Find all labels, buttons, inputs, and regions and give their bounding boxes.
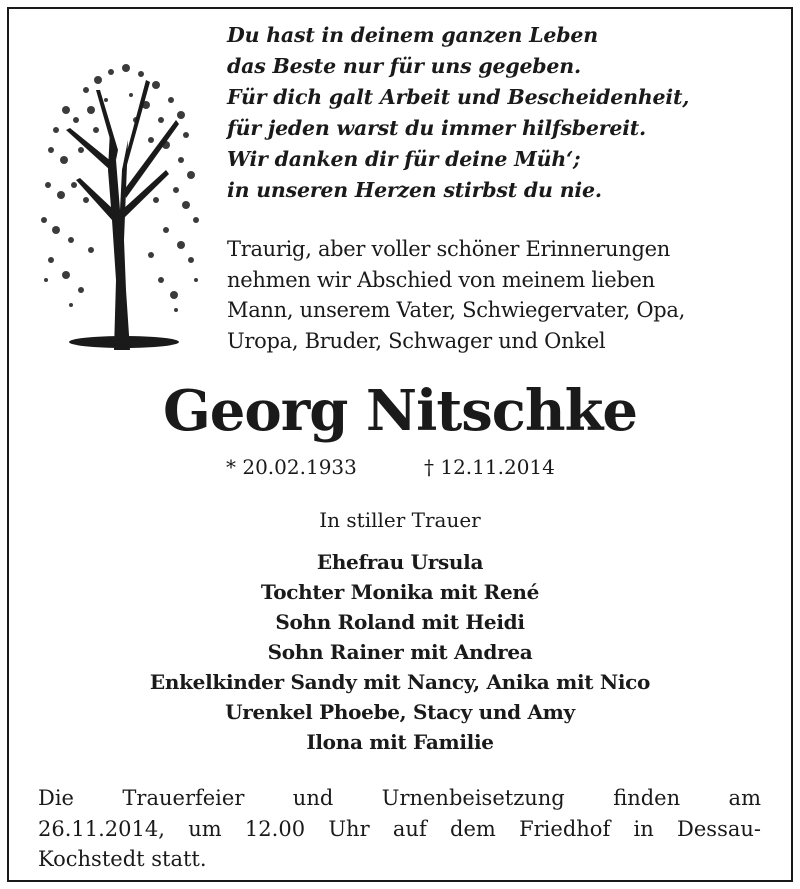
intro-text: [227, 234, 762, 356]
funeral-notice: [38, 783, 761, 875]
birth-date: * 20.02.1933: [226, 455, 357, 479]
family-list: [0, 547, 800, 757]
life-dates: [0, 455, 800, 485]
funeral-notice-line: Kochstedt statt.: [38, 847, 207, 871]
poem-line: Wir danken dir für deine Müh‘;: [227, 147, 581, 171]
deceased-name: Georg Nitschke: [162, 378, 638, 444]
family-member: Sohn Roland mit Heidi: [275, 610, 525, 634]
family-member: Urenkel Phoebe, Stacy und Amy: [225, 700, 575, 724]
intro-line: Uropa, Bruder, Schwager und Onkel: [227, 328, 606, 353]
poem-line: Du hast in deinem ganzen Leben: [227, 23, 598, 47]
family-member: Tochter Monika mit René: [260, 580, 540, 604]
death-date: † 12.11.2014: [424, 455, 555, 479]
poem-line: für jeden warst du immer hilfsbereit.: [227, 116, 646, 140]
mourning-label: In stiller Trauer: [319, 508, 481, 532]
intro-line: Traurig, aber voller schöner Erinnerungen: [227, 237, 670, 261]
family-member: Ehefrau Ursula: [316, 550, 484, 574]
family-member: Sohn Rainer mit Andrea: [267, 640, 533, 664]
funeral-notice-line: 26.11.2014, um 12.00 Uhr auf dem Friedhof in Dessau-: [38, 816, 761, 841]
family-member: Ilona mit Familie: [306, 730, 494, 754]
birch-tree-icon: [36, 50, 206, 350]
intro-line: nehmen wir Abschied von meinem lieben: [227, 267, 655, 292]
family-member: Enkelkinder Sandy mit Nancy, Anika mit Nico: [149, 670, 651, 694]
poem: [227, 20, 787, 206]
poem-line: das Beste nur für uns gegeben.: [227, 54, 581, 78]
intro-line: Mann, unserem Vater, Schwiegervater, Opa,: [227, 298, 686, 322]
poem-line: Für dich galt Arbeit und Bescheidenheit,: [227, 85, 690, 109]
poem-line: in unseren Herzen stirbst du nie.: [227, 178, 602, 202]
funeral-notice-line: Die Trauerfeier und Urnenbeisetzung finden am: [38, 786, 761, 810]
